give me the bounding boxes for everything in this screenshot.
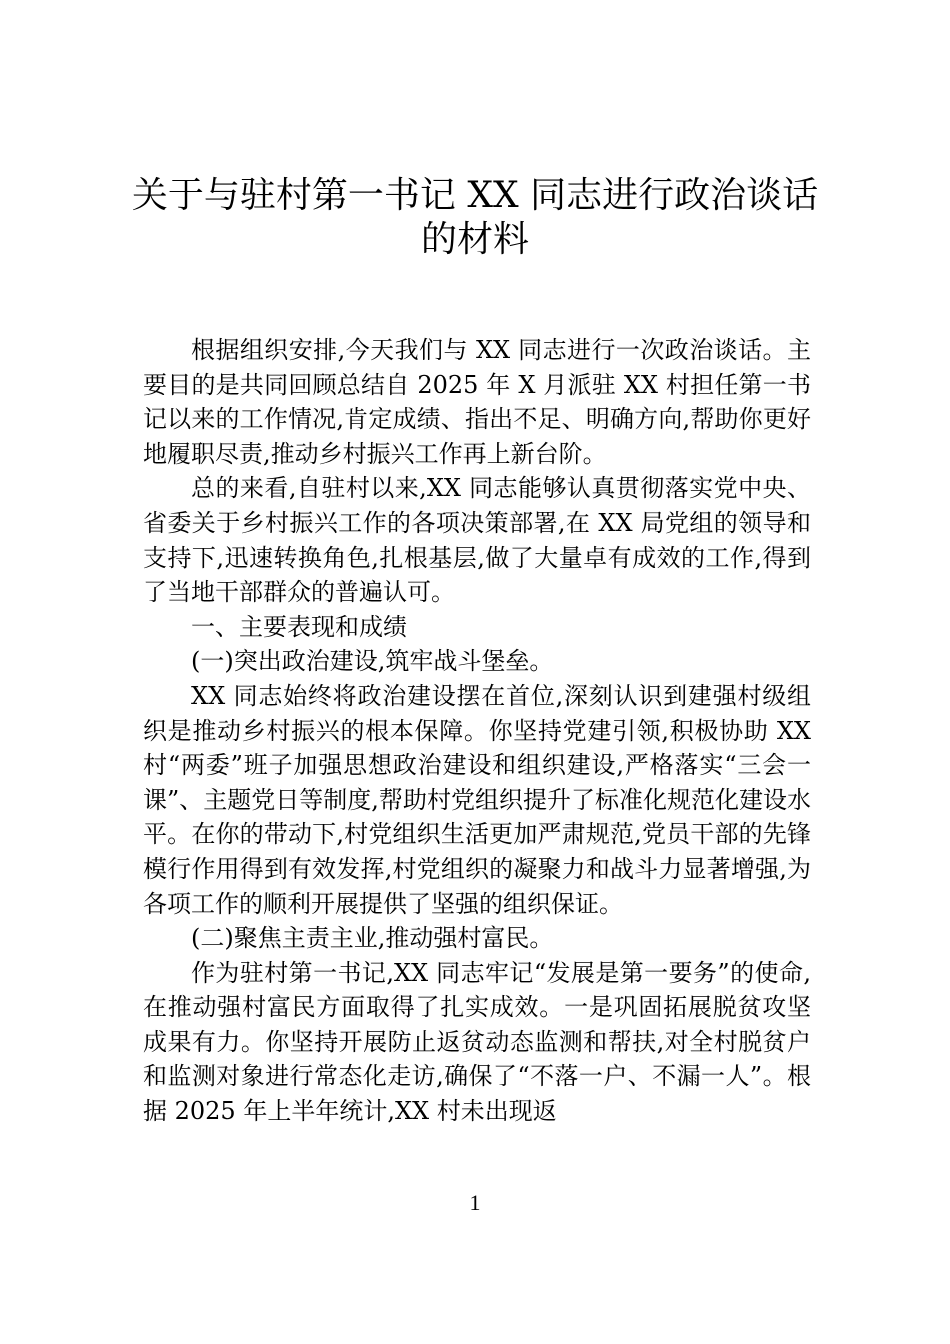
paragraph-intro: 根据组织安排,今天我们与 XX 同志进行一次政治谈话。主要目的是共同回顾总结自 2025 年 X 月派驻 XX 村担任第一书记以来的工作情况,肯定成绩、指出不足、明确方向,帮助你更好地履职尽责,推动乡村振兴工作再上新台阶。 — [143, 336, 811, 468]
document-title-line-2: 的材料 — [420, 219, 529, 260]
page-number: 1 — [469, 1190, 481, 1215]
subsection-heading-2: (二)聚焦主责主业,推动强村富民。 — [191, 924, 554, 953]
subsection-heading-1: (一)突出政治建设,筑牢战斗堡垒。 — [191, 647, 554, 676]
section-heading: 一、主要表现和成绩 — [191, 612, 407, 641]
paragraph-political-building: XX 同志始终将政治建设摆在首位,深刻认识到建强村级组织是推动乡村振兴的根本保障。你坚持党建引领,积极协助 XX 村“两委”班子加强思想政治建设和组织建设,严格落实“三会一课”、主题党日等制度,帮助村党组织提升了标准化规范化建设水平。在你的带动下,村党组织生活更加严肃规范,党员干部的先锋模行作用得到有效发挥,村党组织的凝聚力和战斗力显著增强,为各项工作的顺利开展提供了坚强的组织保证。 — [143, 681, 811, 918]
paragraph-strengthen-village: 作为驻村第一书记,XX 同志牢记“发展是第一要务”的使命,在推动强村富民方面取得了扎实成效。一是巩固拓展脱贫攻坚成果有力。你坚持开展防止返贫动态监测和帮扶,对全村脱贫户和监测对象进行常态化走访,确保了“不落一户、不漏一人”。根据 2025 年上半年统计,XX 村未出现返 — [143, 958, 811, 1126]
document-body — [143, 333, 811, 1129]
document-title-line-1: 关于与驻村第一书记 XX 同志进行政治谈话 — [131, 175, 819, 216]
paragraph-overview: 总的来看,自驻村以来,XX 同志能够认真贯彻落实党中央、省委关于乡村振兴工作的各项决策部署,在 XX 局党组的领导和支持下,迅速转换角色,扎根基层,做了大量卓有成效的工作,得到了当地干部群众的普遍认可。 — [143, 474, 811, 607]
